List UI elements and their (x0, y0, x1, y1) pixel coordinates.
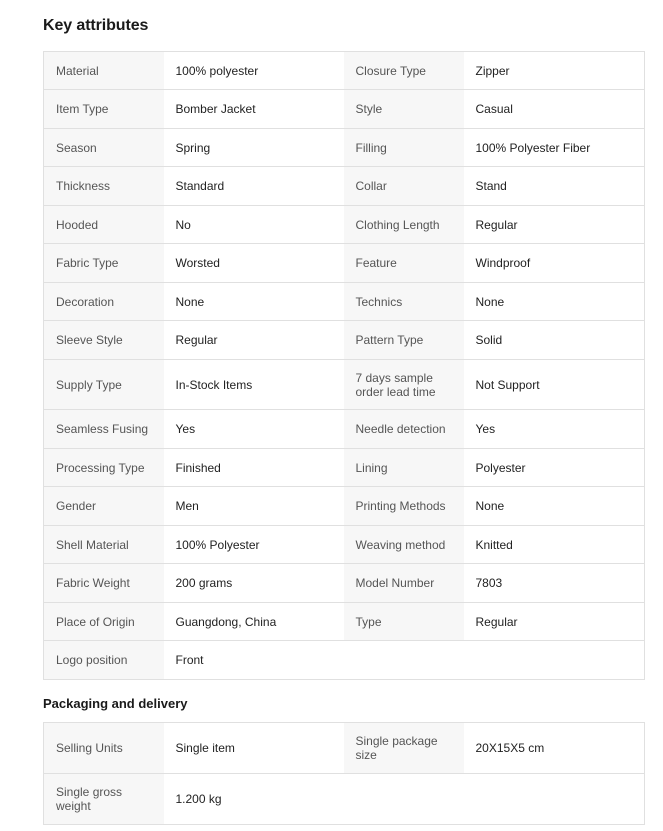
attribute-value: Casual (464, 90, 645, 129)
attribute-value: Front (164, 641, 344, 680)
attribute-label: Hooded (44, 206, 164, 244)
attribute-label: Collar (344, 167, 464, 206)
attribute-label: Gender (44, 487, 164, 526)
attribute-label: Printing Methods (344, 487, 464, 526)
attribute-value: Windproof (464, 244, 645, 283)
attribute-label: Closure Type (344, 52, 464, 90)
attribute-label: Single gross weight (44, 774, 164, 825)
attribute-value: Solid (464, 321, 645, 360)
attribute-value: None (464, 487, 645, 526)
attribute-value: 200 grams (164, 564, 344, 603)
attribute-row (44, 526, 645, 564)
attribute-label: Material (44, 52, 164, 90)
packaging-delivery-table (43, 722, 645, 825)
attribute-label: Technics (344, 283, 464, 321)
attribute-label: Model Number (344, 564, 464, 603)
key-attributes-table (43, 51, 645, 680)
attribute-row (44, 410, 645, 449)
attribute-row (44, 774, 645, 825)
attribute-label: Processing Type (44, 449, 164, 487)
attribute-value: No (164, 206, 344, 244)
attribute-value: 100% Polyester (164, 526, 344, 564)
attribute-value: Polyester (464, 449, 645, 487)
attribute-value: None (164, 283, 344, 321)
attribute-row (44, 723, 645, 774)
attribute-label: Feature (344, 244, 464, 283)
attribute-row (44, 321, 645, 360)
attribute-label: Single package size (344, 723, 464, 774)
attribute-label (344, 641, 464, 680)
attribute-value: Regular (464, 603, 645, 641)
attribute-label: Needle detection (344, 410, 464, 449)
attribute-value: Bomber Jacket (164, 90, 344, 129)
attribute-row (44, 283, 645, 321)
attribute-value (464, 774, 645, 825)
attribute-row (44, 487, 645, 526)
attribute-label: Place of Origin (44, 603, 164, 641)
attribute-value: Yes (164, 410, 344, 449)
attribute-row (44, 360, 645, 410)
attribute-row (44, 449, 645, 487)
attribute-value: Not Support (464, 360, 645, 410)
attribute-value: In-Stock Items (164, 360, 344, 410)
attribute-value: Standard (164, 167, 344, 206)
attribute-value: 1.200 kg (164, 774, 344, 825)
attribute-value: Stand (464, 167, 645, 206)
attribute-label: Season (44, 129, 164, 167)
attribute-label: Selling Units (44, 723, 164, 774)
attribute-label: Style (344, 90, 464, 129)
attribute-row (44, 603, 645, 641)
attribute-label: Shell Material (44, 526, 164, 564)
attribute-label: Item Type (44, 90, 164, 129)
attribute-label: 7 days sample order lead time (344, 360, 464, 410)
attribute-value: Guangdong, China (164, 603, 344, 641)
attribute-label: Supply Type (44, 360, 164, 410)
attribute-label (344, 774, 464, 825)
attribute-row (44, 641, 645, 680)
attribute-value: Single item (164, 723, 344, 774)
attribute-label: Clothing Length (344, 206, 464, 244)
attribute-label: Decoration (44, 283, 164, 321)
attribute-label: Weaving method (344, 526, 464, 564)
attribute-row (44, 52, 645, 90)
attribute-row (44, 206, 645, 244)
attribute-label: Lining (344, 449, 464, 487)
attribute-label: Thickness (44, 167, 164, 206)
attribute-value: 100% Polyester Fiber (464, 129, 645, 167)
attribute-value: 20X15X5 cm (464, 723, 645, 774)
attribute-label: Fabric Weight (44, 564, 164, 603)
attribute-value: None (464, 283, 645, 321)
key-attributes-heading: Key attributes (43, 17, 149, 34)
attribute-value: 100% polyester (164, 52, 344, 90)
attribute-row (44, 90, 645, 129)
attribute-value (464, 641, 645, 680)
attribute-row (44, 564, 645, 603)
attribute-value: Knitted (464, 526, 645, 564)
attribute-value: Men (164, 487, 344, 526)
attribute-label: Type (344, 603, 464, 641)
attribute-label: Seamless Fusing (44, 410, 164, 449)
attribute-label: Fabric Type (44, 244, 164, 283)
attribute-label: Pattern Type (344, 321, 464, 360)
attribute-value: Regular (164, 321, 344, 360)
attribute-row (44, 129, 645, 167)
attribute-value: Regular (464, 206, 645, 244)
attribute-value: Spring (164, 129, 344, 167)
attribute-value: 7803 (464, 564, 645, 603)
attribute-value: Zipper (464, 52, 645, 90)
packaging-delivery-heading: Packaging and delivery (43, 696, 188, 711)
attribute-label: Sleeve Style (44, 321, 164, 360)
attribute-value: Finished (164, 449, 344, 487)
attribute-value: Yes (464, 410, 645, 449)
attribute-label: Filling (344, 129, 464, 167)
attribute-value: Worsted (164, 244, 344, 283)
attribute-row (44, 244, 645, 283)
attribute-label: Logo position (44, 641, 164, 680)
attribute-row (44, 167, 645, 206)
